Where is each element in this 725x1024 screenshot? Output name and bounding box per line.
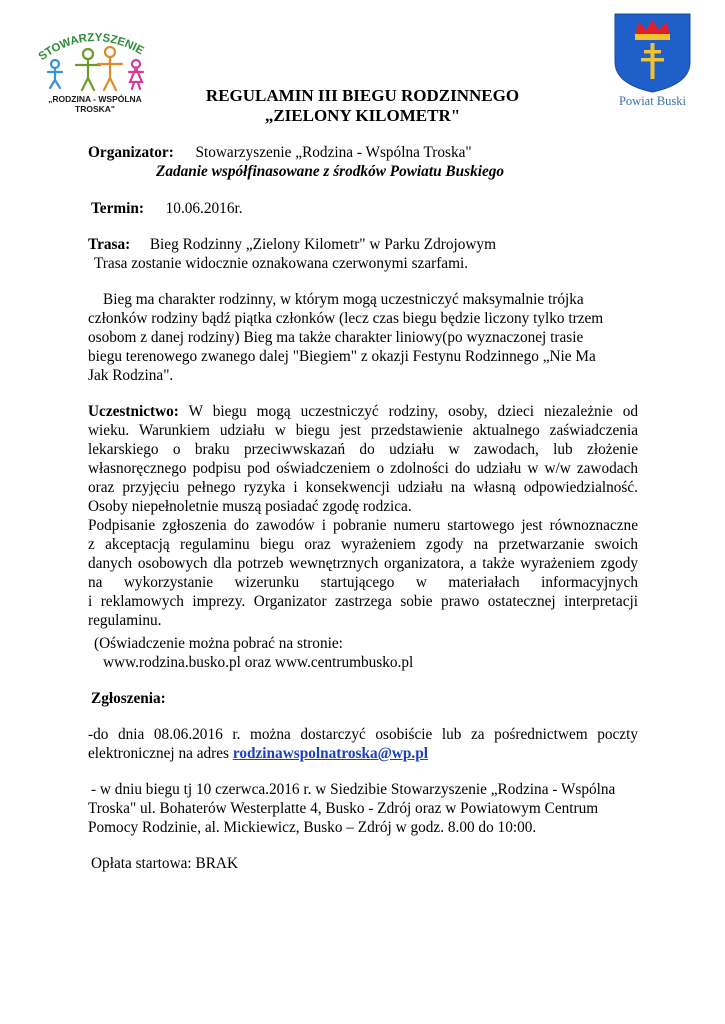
applications-item2-line1: - w dniu biegu tj 10 czerwca.2016 r. w Siedzibie Stowarzyszenie „Rodzina - Wspólna [91,781,616,798]
applications-label: Zgłoszenia: [91,690,166,707]
participation-label: Uczestnictwo: [88,403,179,420]
applications-item2-line2: Troska" ul. Bohaterów Westerplatte 4, Busko - Zdrój oraz w Powiatowym Centrum [88,800,599,817]
organizer-value: Stowarzyszenie „Rodzina - Wspólna Troska" [195,144,472,161]
route-marking: Trasa zostanie widocznie oznakowana czerwonymi szarfami. [94,255,469,272]
title-line-1: REGULAMIN III BIEGU RODZINNEGO [205,86,520,105]
applications-item1-prefix: elektronicznej na adres [88,745,233,762]
route-label: Trasa: [88,236,131,253]
applications-item1-line2 [88,744,428,763]
document-title [150,86,575,126]
route-value: Bieg Rodzinny „Zielony Kilometr" w Parku Zdrojowym [149,236,496,253]
date-label: Termin: [91,200,144,217]
participation-line-6: Osoby niepełnoletnie muszą posiadać zgodę rodzica. [88,498,412,515]
description-line-5: Jak Rodzina". [88,367,174,384]
association-logo-caption: „RODZINA - WSPÓLNA TROSKA" [48,94,142,114]
declaration-line-1: (Oświadczenie można pobrać na stronie: [94,635,343,652]
participation-text-1: W biegu mogą uczestniczyć rodziny, osoby, dzieci niezależnie od [188,403,638,420]
date-value: 10.06.2016r. [165,200,243,217]
entry-fee: Opłata startowa: BRAK [91,855,238,872]
participation-line-10: na wykorzystanie wizerunku startującego w materiałach informacyjnych [88,574,638,591]
county-crest-caption: Powiat Buski [618,94,687,108]
participation-line-12: regulaminu. [88,612,162,629]
county-crest-graphic [605,12,700,94]
title-line-2: „ZIELONY KILOMETR" [264,106,461,125]
organizer-label: Organizator: [88,144,174,161]
participation-line-7: Podpisanie zgłoszenia do zawodów i pobranie numeru startowego jest równoznaczne [88,517,638,534]
description-line-3: osobom z danej rodziny) Bieg ma także charakter liniowy(po wyznaczonej trasie [88,329,584,346]
participation-line-3: lekarskiego o braku przeciwwskazań do udziału w zawodach, lub złożenie [88,441,638,458]
participation-line-11: i reklamowych imprezy. Organizator zastrzega sobie prawo ostatecznej interpretacji [88,593,638,610]
applications-item1-line1: -do dnia 08.06.2016 r. można dostarczyć osobiście lub za pośrednictwem poczty [88,726,638,743]
participation-line-1 [88,402,638,421]
logo-arc-text: STOWARZYSZENIE [36,31,146,64]
description-line-2: członków rodziny bądź piątka członków (lecz czas biegu będzie liczony tylko trzem [88,310,604,327]
description-line-4: biegu terenowego zwanego dalej "Biegiem" z okazji Festynu Rodzinnego „Nie Ma [88,348,596,365]
county-crest [605,12,700,112]
description-line-1: Bieg ma charakter rodzinny, w którym mogą uczestniczyć maksymalnie trójka [103,291,584,308]
association-logo [30,22,160,112]
participation-line-9: danych osobowych dla potrzeb wewnętrznych organizatora, a także wyrażeniem zgody [88,555,638,572]
route-row [88,235,496,254]
date-row [91,199,243,218]
participation-line-2: wieku. Warunkiem udziału w biegu jest przedstawienie aktualnego zaświadczenia [88,422,638,439]
participation-line-5: oraz przyjęciu pełnego ryzyka i konsekwencji udziału na własną odpowiedzialność. [88,479,638,496]
association-logo-graphic [30,22,160,97]
organizer-row [88,143,472,162]
applications-item2-line3: Pomocy Rodzinie, al. Mickiewicz, Busko – Zdrój w godz. 8.00 do 10:00. [88,819,537,836]
cofinance-note: Zadanie współfinasowane z środków Powiatu Buskiego [156,163,505,180]
participation-line-8: z akceptacją regulaminu biegu oraz wyrażeniem zgody na przetwarzanie swoich [88,536,638,553]
declaration-line-2: www.rodzina.busko.pl oraz www.centrumbusko.pl [103,654,414,671]
contact-email-link[interactable]: rodzinawspolnatroska@wp.pl [232,745,428,762]
participation-line-4: własnoręcznego podpisu pod oświadczeniem o zdolności do udziału w w/w zawodach [88,460,638,477]
